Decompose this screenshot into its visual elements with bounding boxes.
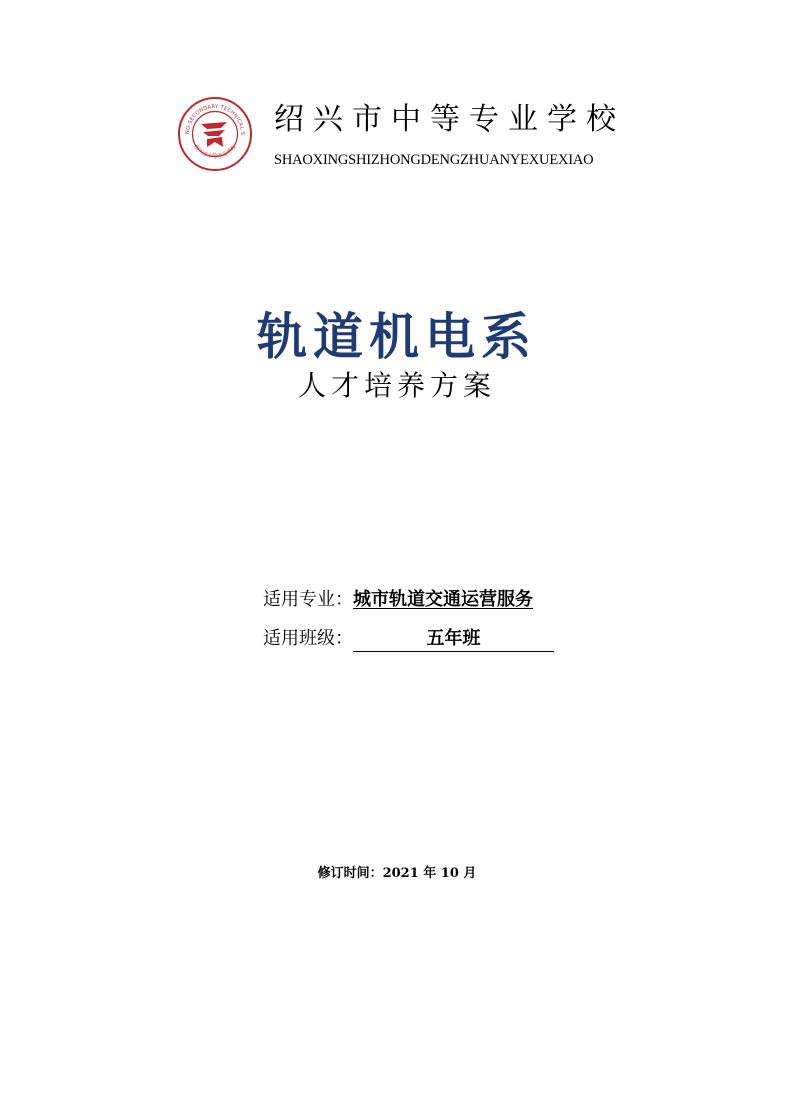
school-name-pinyin: SHAOXINGSHIZHONGDENGZHUANYEXUEXIAO (274, 152, 594, 168)
class-label: 适用班级： (263, 628, 353, 649)
svg-text:SHAOXING SECONDARY TECHNICAL S (177, 96, 245, 135)
revision-date: 修订时间：2021 年 10 月 (317, 866, 477, 881)
emblem-ring-text-en: NG SECONDARY TECHNICAL S (184, 103, 246, 136)
major-label: 适用专业： (263, 589, 353, 610)
emblem-ring-text-cn: 绍兴市中等专业学校 (192, 144, 238, 160)
class-row (263, 626, 554, 652)
major-value: 城市轨道交通运营服务 (353, 589, 533, 610)
department-title: 轨道机电系 (257, 307, 537, 366)
major-row (263, 587, 533, 613)
school-name-cn: 绍兴市中等专业学校 (274, 102, 625, 137)
school-emblem-icon (177, 96, 253, 172)
svg-text:绍兴市中等专业学校 (192, 142, 238, 160)
school-logo (177, 96, 253, 172)
class-value: 五年班 (353, 627, 554, 652)
document-subtitle: 人才培养方案 (297, 369, 496, 402)
